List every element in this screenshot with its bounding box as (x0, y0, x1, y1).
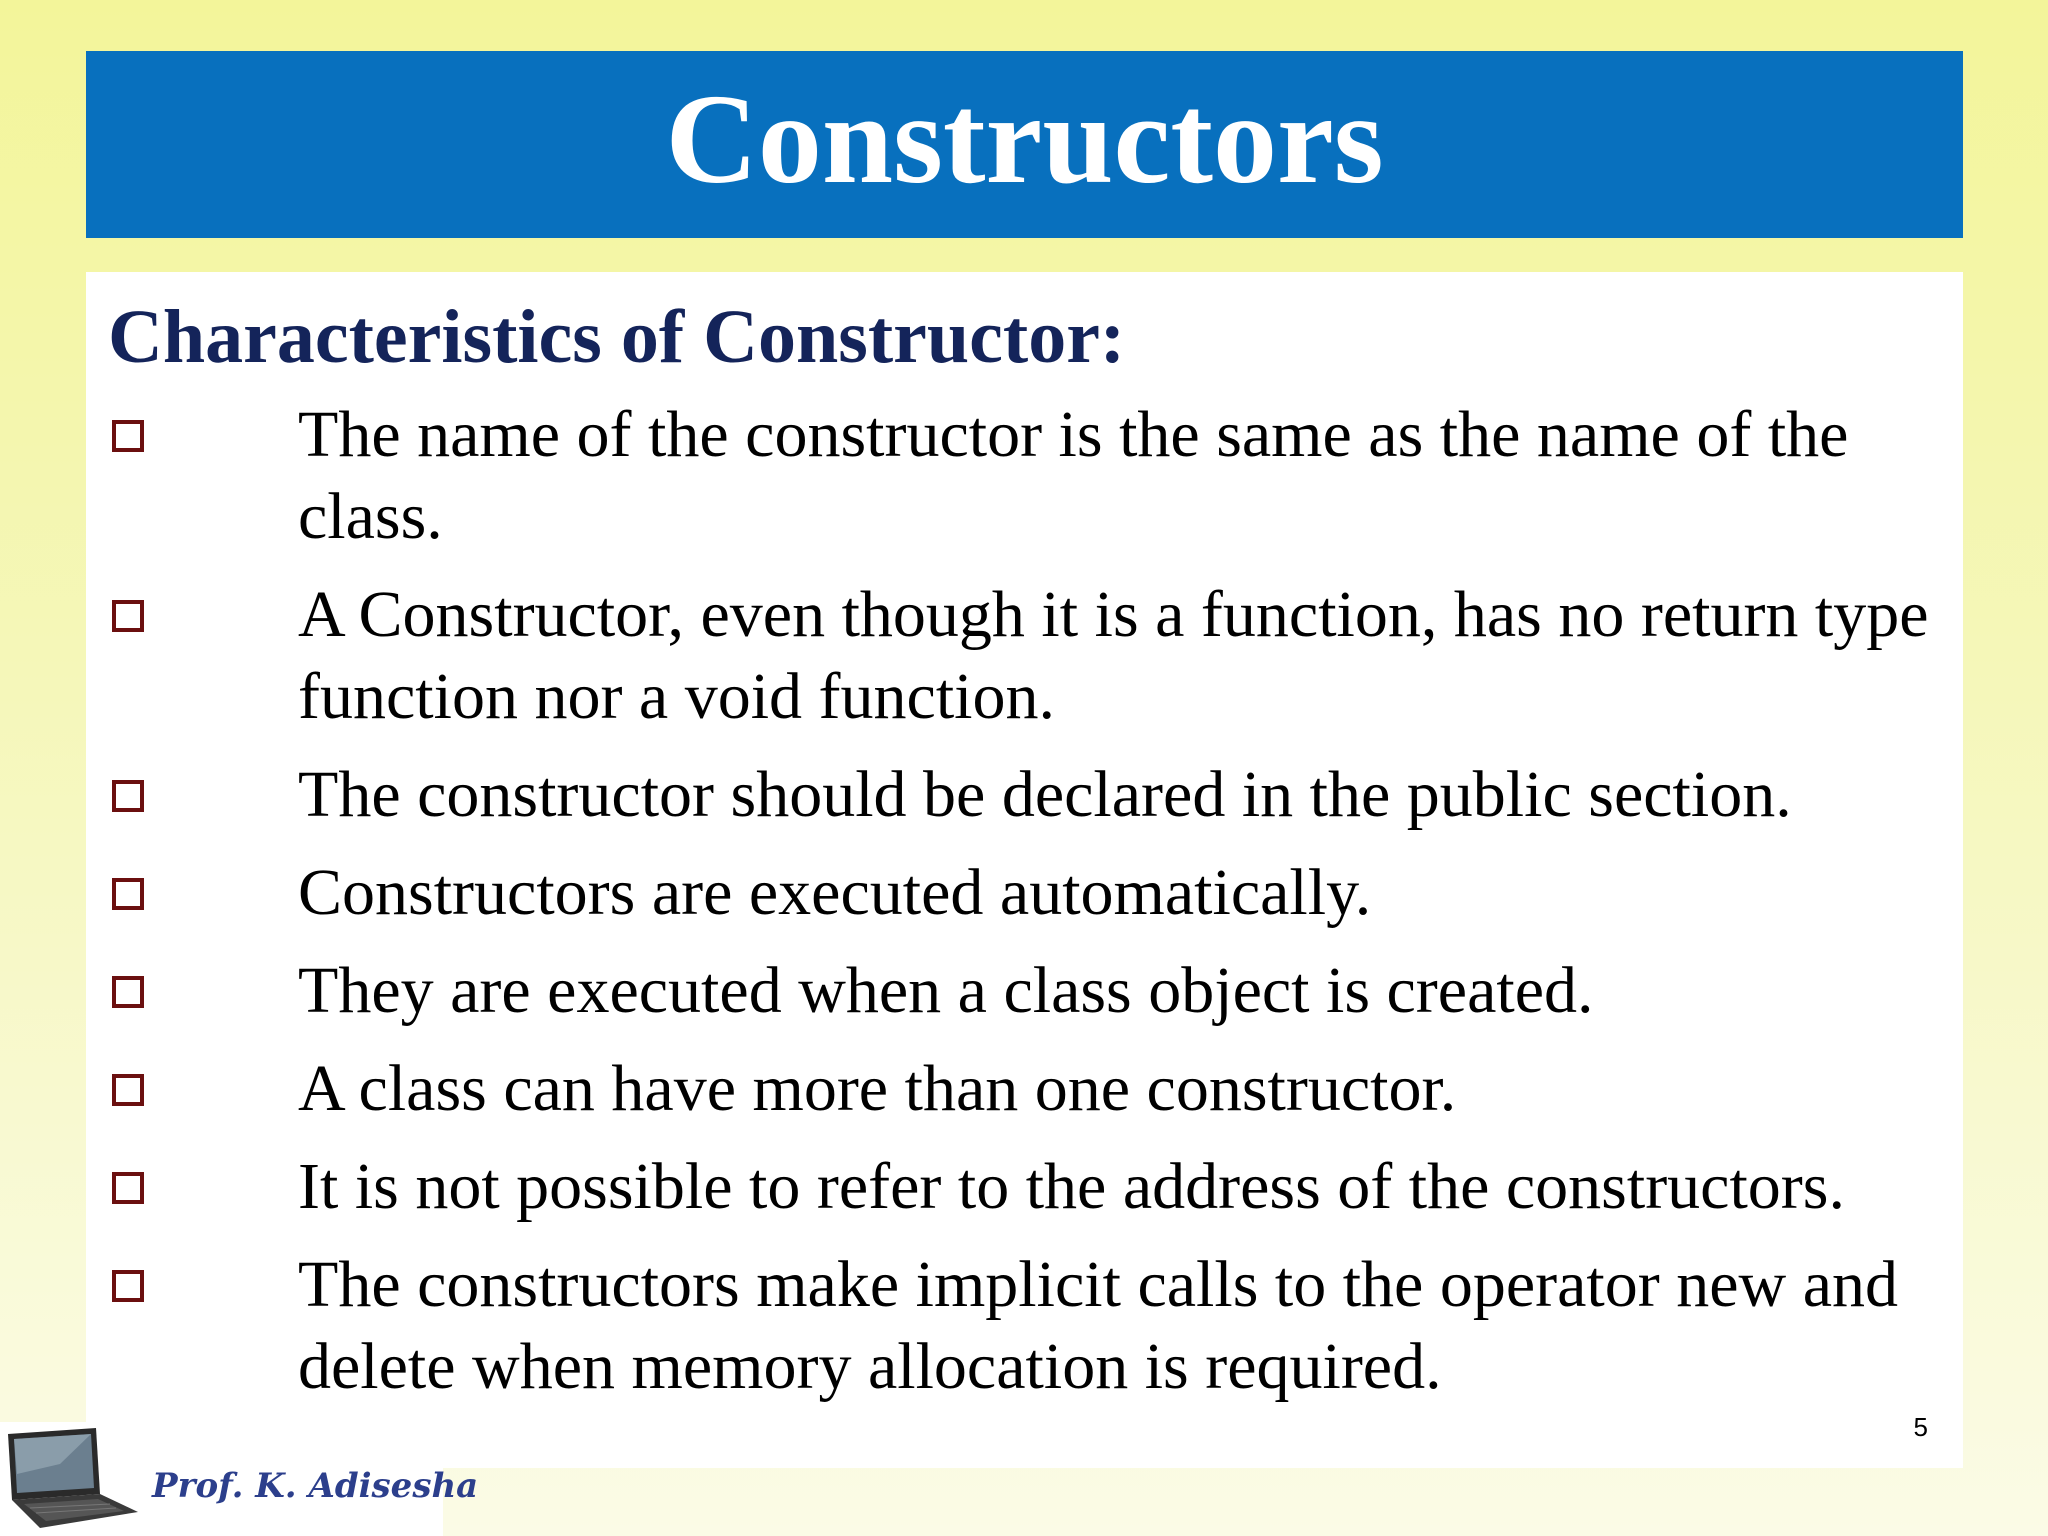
list-item (108, 394, 1948, 558)
bullet-text: The name of the constructor is the same as the name of the class. (298, 398, 1849, 553)
slide-title: Constructors (665, 67, 1384, 210)
bullet-text: It is not possible to refer to the address of the constructors. (298, 1150, 1845, 1223)
square-bullet-icon (112, 600, 144, 632)
square-bullet-icon (112, 976, 144, 1008)
bullet-text: A Constructor, even though it is a function, has no return type function nor a void function. (298, 578, 1929, 733)
bullet-text: The constructor should be declared in the public section. (298, 758, 1792, 831)
bullet-text: A class can have more than one constructor. (298, 1052, 1457, 1125)
square-bullet-icon (112, 878, 144, 910)
page-number: 5 (1913, 1412, 1928, 1442)
square-bullet-icon (112, 780, 144, 812)
bullet-text: They are executed when a class object is created. (298, 954, 1594, 1027)
list-item (108, 950, 1948, 1032)
square-bullet-icon (112, 1074, 144, 1106)
square-bullet-icon (112, 420, 144, 452)
bullet-text: The constructors make implicit calls to the operator new and delete when memory allocation is required. (298, 1248, 1898, 1403)
bullet-text: Constructors are executed automatically. (298, 856, 1372, 929)
bullet-list (108, 394, 1948, 1424)
list-item (108, 574, 1948, 738)
list-item (108, 1244, 1948, 1408)
square-bullet-icon (112, 1270, 144, 1302)
author-signature: Prof. K. Adisesha (152, 1466, 479, 1506)
square-bullet-icon (112, 1172, 144, 1204)
subheading: Characteristics of Constructor: (108, 295, 1126, 379)
title-bar (86, 51, 1963, 238)
list-item (108, 1146, 1948, 1228)
list-item (108, 852, 1948, 934)
list-item (108, 754, 1948, 836)
list-item (108, 1048, 1948, 1130)
laptop-icon (0, 1424, 140, 1534)
content-panel (86, 272, 1963, 1468)
